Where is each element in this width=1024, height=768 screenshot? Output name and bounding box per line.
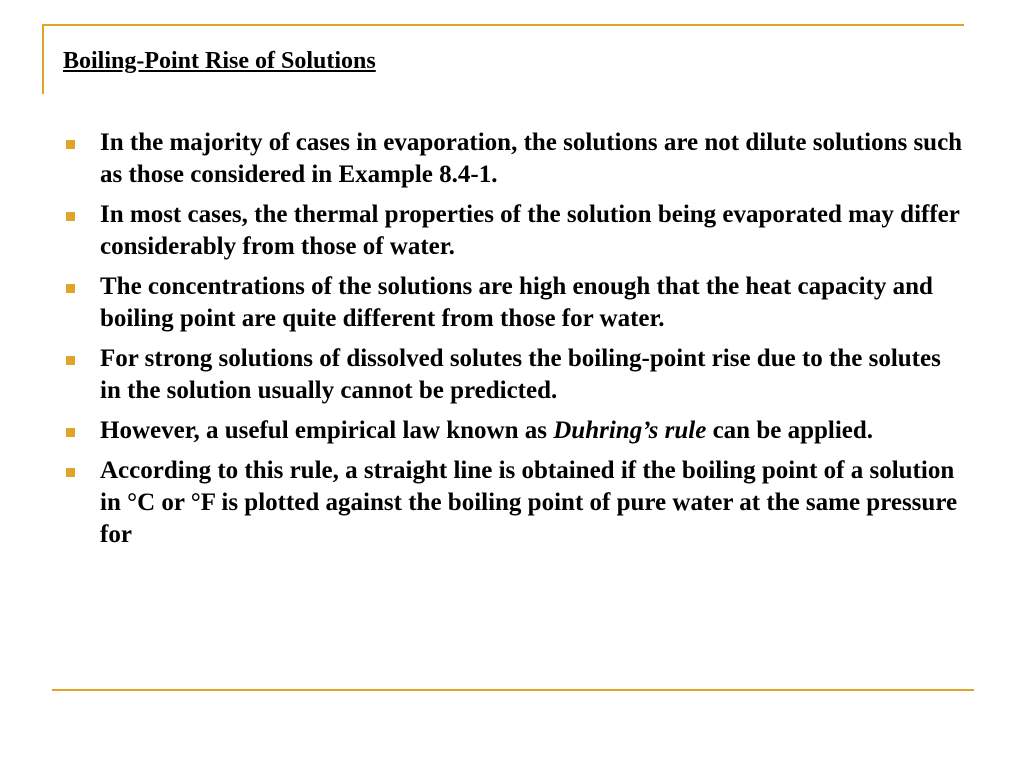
bullet-text: The concentrations of the solutions are high enough that the heat capacity and boiling point are quite different from those for water. <box>100 273 933 332</box>
left-divider <box>42 24 44 94</box>
bullet-item <box>63 343 963 407</box>
square-bullet-icon <box>66 284 75 293</box>
square-bullet-icon <box>66 212 75 221</box>
top-divider <box>42 24 964 26</box>
bullet-text: In most cases, the thermal properties of the solution being evaporated may differ considerably from those of water. <box>100 201 960 260</box>
bullet-item <box>63 271 963 335</box>
bullet-list <box>63 127 963 559</box>
bullet-text <box>100 417 873 444</box>
bullet-item <box>63 415 963 447</box>
bottom-divider <box>52 689 974 691</box>
bullet-text: According to this rule, a straight line is obtained if the boiling point of a solution in °C or °F is plotted against the boiling point of pure water at the same pressure for <box>100 457 958 548</box>
bullet-text-lead: However, a useful empirical law known as <box>100 417 554 444</box>
bullet-item <box>63 199 963 263</box>
square-bullet-icon <box>66 140 75 149</box>
bullet-item <box>63 127 963 191</box>
slide-title: Boiling-Point Rise of Solutions <box>63 48 376 74</box>
duhrings-rule-term: Duhring’s rule <box>553 417 707 444</box>
square-bullet-icon <box>66 428 75 437</box>
square-bullet-icon <box>66 356 75 365</box>
bullet-text: For strong solutions of dissolved solutes the boiling-point rise due to the solutes in the solution usually cannot be predicted. <box>100 345 941 404</box>
bullet-item <box>63 455 963 551</box>
bullet-text-tail: can be applied. <box>706 417 874 444</box>
bullet-text: In the majority of cases in evaporation, the solutions are not dilute solutions such as those considered in Example 8.4-1. <box>100 129 963 188</box>
square-bullet-icon <box>66 468 75 477</box>
